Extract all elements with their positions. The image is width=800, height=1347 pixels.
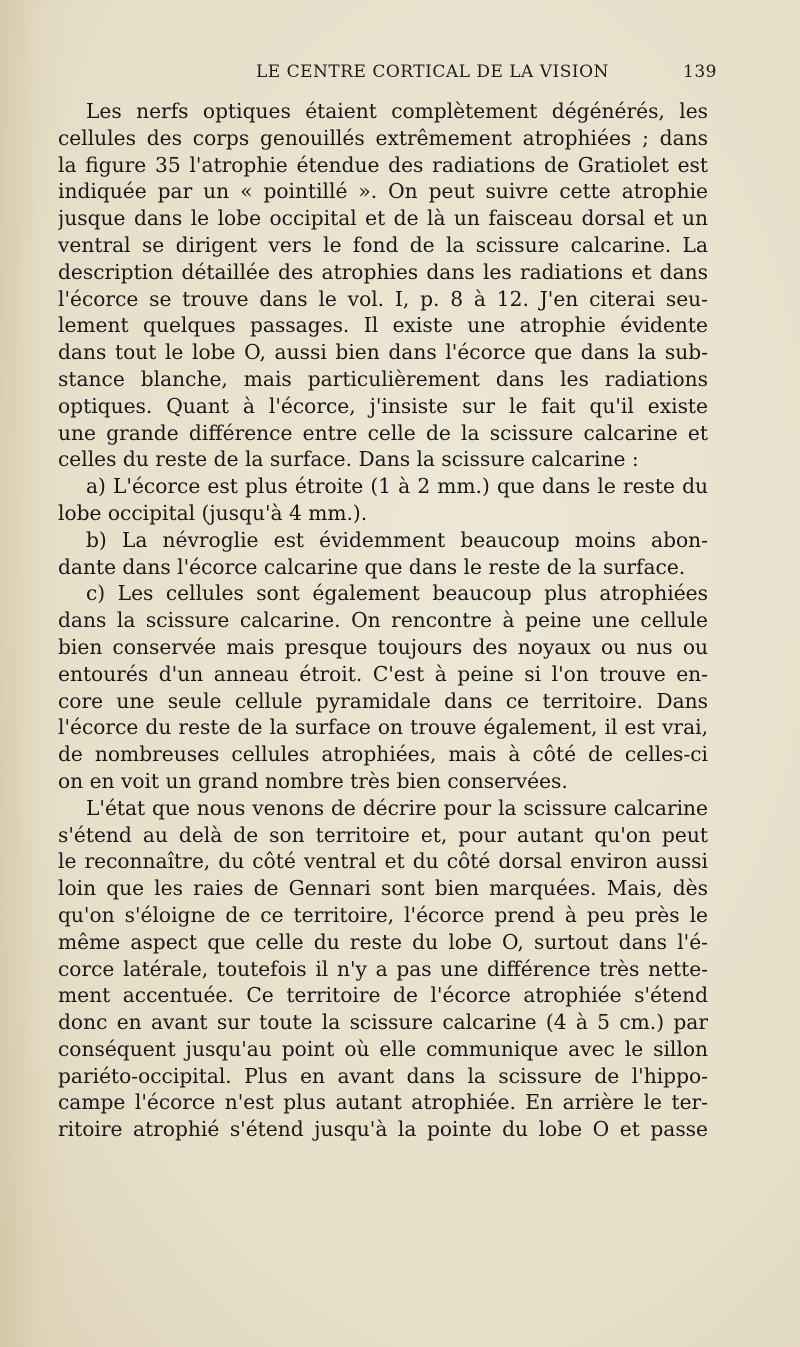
text-line: conséquent jusqu'au point où elle communique avec le sillon xyxy=(58,1036,708,1061)
text-line: jusque dans le lobe occipital et de là un faisceau dorsal et un xyxy=(58,206,708,231)
text-line: loin que les raies de Gennari sont bien marquées. Mais, dès xyxy=(58,876,708,901)
text-line: de nombreuses cellules atrophiées, mais à côté de celles-ci xyxy=(58,742,708,767)
page-header xyxy=(0,62,800,88)
text-line: dans la scissure calcarine. On rencontre à peine une cellule xyxy=(58,608,708,633)
text-line: ventral se dirigent vers le fond de la scissure calcarine. La xyxy=(58,232,708,257)
text-line: dante dans l'écorce calcarine que dans le reste de la surface. xyxy=(58,554,686,579)
text-line: indiquée par un « pointillé ». On peut suivre cette atrophie xyxy=(58,179,708,204)
text-line: bien conservée mais presque toujours des noyaux ou nus ou xyxy=(58,634,708,659)
text-line: ment accentuée. Ce territoire de l'écorce atrophiée s'étend xyxy=(58,983,708,1008)
text-line: campe l'écorce n'est plus autant atrophiée. En arrière le ter- xyxy=(58,1090,708,1115)
text-line: a) L'écorce est plus étroite (1 à 2 mm.) que dans le reste du xyxy=(86,474,708,499)
text-line: lobe occipital (jusqu'à 4 mm.). xyxy=(58,500,368,525)
text-line: cellules des corps genouillés extrêmement atrophiées ; dans xyxy=(58,125,708,150)
text-line: donc en avant sur toute la scissure calcarine (4 à 5 cm.) par xyxy=(58,1010,708,1035)
text-line: s'étend au delà de son territoire et, pour autant qu'on peut xyxy=(58,822,708,847)
text-line: entourés d'un anneau étroit. C'est à peine si l'on trouve en- xyxy=(58,661,708,686)
text-line: on en voit un grand nombre très bien conservées. xyxy=(58,768,568,793)
text-line: L'état que nous venons de décrire pour la scissure calcarine xyxy=(86,795,708,820)
text-line: dans tout le lobe O, aussi bien dans l'écorce que dans la sub- xyxy=(58,340,708,365)
text-line: lement quelques passages. Il existe une atrophie évidente xyxy=(58,313,708,338)
text-line: description détaillée des atrophies dans les radiations et dans xyxy=(58,259,708,284)
text-line: pariéto-occipital. Plus en avant dans la scissure de l'hippo- xyxy=(58,1063,708,1088)
text-line: c) Les cellules sont également beaucoup plus atrophiées xyxy=(86,581,708,606)
text-line: corce latérale, toutefois il n'y a pas une différence très nette- xyxy=(58,956,708,981)
text-line: l'écorce se trouve dans le vol. I, p. 8 à 12. J'en citerai seu- xyxy=(58,286,708,311)
text-line: même aspect que celle du reste du lobe O, surtout dans l'é- xyxy=(58,929,708,954)
text-line: la figure 35 l'atrophie étendue des radiations de Gratiolet est xyxy=(58,152,708,177)
text-line: b) La névroglie est évidemment beaucoup moins abon- xyxy=(86,527,708,552)
text-line: Les nerfs optiques étaient complètement dégénérés, les xyxy=(86,99,708,123)
text-line: qu'on s'éloigne de ce territoire, l'écorce prend à peu près le xyxy=(58,902,708,927)
text-line: l'écorce du reste de la surface on trouve également, il est vrai, xyxy=(58,715,708,740)
text-line: stance blanche, mais particulièrement dans les radiations xyxy=(58,366,708,391)
text-line: le reconnaître, du côté ventral et du côté dorsal environ aussi xyxy=(58,849,708,874)
text-line: core une seule cellule pyramidale dans ce territoire. Dans xyxy=(58,688,708,713)
text-line: ritoire atrophié s'étend jusqu'à la pointe du lobe O et passe xyxy=(58,1117,708,1142)
text-line: optiques. Quant à l'écorce, j'insiste sur le fait qu'il existe xyxy=(58,393,708,418)
page-number: 139 xyxy=(683,62,717,82)
running-head: LE CENTRE CORTICAL DE LA VISION xyxy=(256,62,609,82)
text-line: celles du reste de la surface. Dans la scissure calcarine : xyxy=(58,447,639,472)
body-text xyxy=(58,98,708,1143)
text-line: une grande différence entre celle de la scissure calcarine et xyxy=(58,420,708,445)
